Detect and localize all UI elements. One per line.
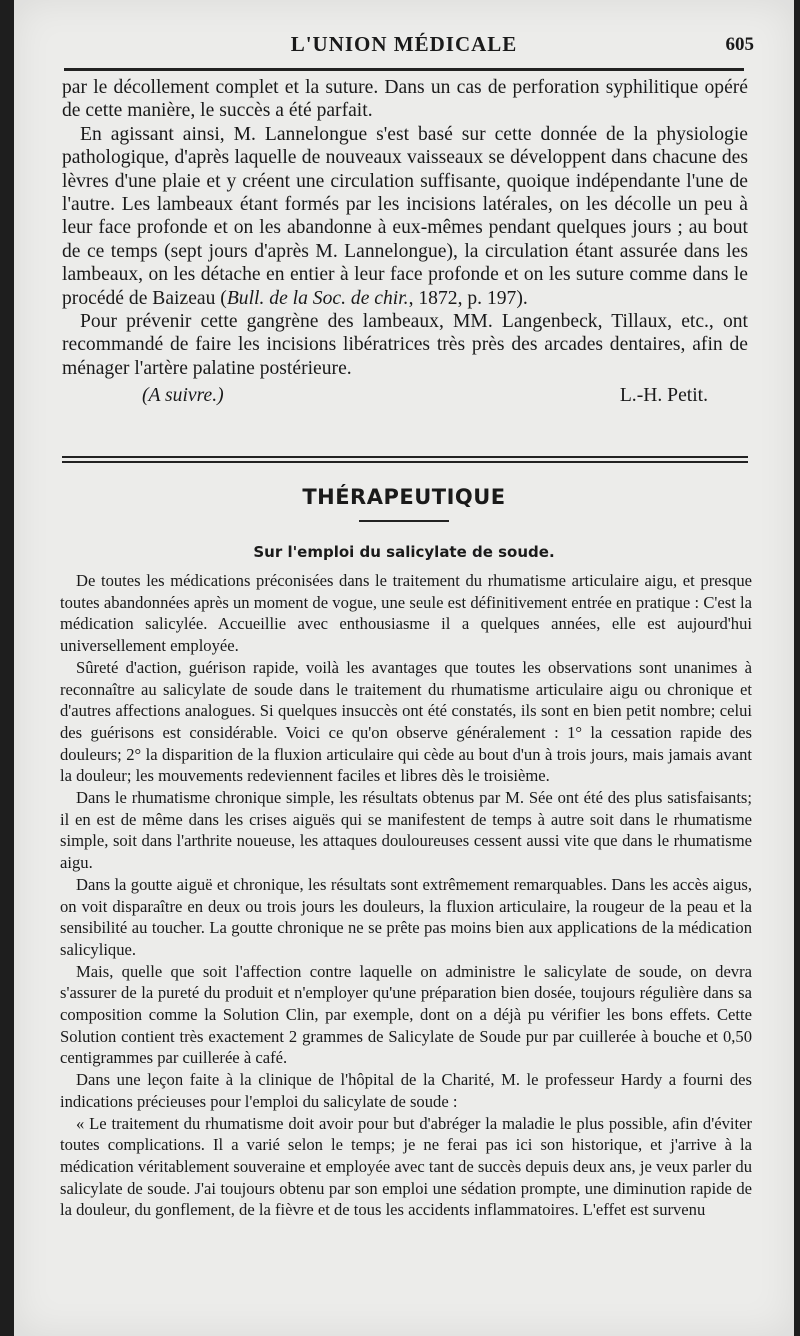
continued-article	[62, 76, 748, 408]
article-title: Sur l'emploi du salicylate de soude.	[253, 543, 555, 561]
paragraph	[62, 123, 748, 310]
running-title: L'UNION MÉDICALE	[290, 32, 518, 56]
page-header	[14, 22, 794, 62]
paragraph: Pour prévenir cette gangrène des lambeaux, MM. Langenbeck, Tillaux, etc., ont recommandé de faire les incisions libératrices très près des arcades dentaires, afin de ménager l'artère palatine postérieure.	[62, 311, 748, 379]
therapeutics-article	[60, 570, 752, 1221]
divider-line	[62, 461, 748, 463]
citation-details: , 1872, p. 197).	[408, 287, 528, 309]
journal-page	[14, 0, 794, 1336]
citation-title: Bull. de la Soc. de chir.	[226, 287, 409, 309]
paragraph: De toutes les médications préconisées dans le traitement du rhumatisme articulaire aigu, et presque toutes abandonnées après un moment de vogue, une seule est définitivement entrée en pratique : C'est la médication salicylée. Accueillie avec enthousiasme il a quelques années, elle est aujourd'hui universellement employée.	[60, 571, 752, 656]
header-rule	[64, 68, 744, 71]
paragraph: Sûreté d'action, guérison rapide, voilà les avantages que toutes les observations sont unanimes à reconnaître au salicylate de soude dans le traitement du rhumatisme articulaire aigu ou chronique et d'autres affections analogues. Si quelques insuccès ont été constatés, ils sont en bien petit nombre; celui des guérisons est considérable. Voici ce qu'on observe généralement : 1° la cessation rapide des douleurs; 2° la disparition de la fluxion articulaire qui cède au bout d'un à trois jours, mais jamais avant la douleur; les mouvements redeviennent faciles et libres dès le troisième.	[60, 657, 752, 786]
to-be-continued: (A suivre.)	[142, 385, 224, 407]
author-signature: L.-H. Petit.	[619, 385, 708, 407]
divider-line	[62, 456, 748, 458]
paragraph: Dans la goutte aiguë et chronique, les résultats sont extrêmement remarquables. Dans les accès aigus, on voit disparaître en deux ou trois jours les douleurs, la fluxion articulaire, la rougeur de la peau et la sensibilité au toucher. La goutte chronique ne se prête pas moins bien aux applications de la médication salicylique.	[60, 874, 752, 959]
paragraph-text: En agissant ainsi, M. Lannelongue s'est basé sur cette donnée de la physiologie pathologique, d'après laquelle de nouveaux vaisseaux se développent dans chacune des lèvres d'une plaie et y créent une circulation suffisante, quoique indépendante l'une de l'autre. Les lambeaux étant formés par les incisions latérales, on les décolle un peu à leur face profonde et on les abandonne à eux-mêmes pendant quelques jours ; au bout de ce temps (sept jours d'après M. Lannelongue), la circulation étant assurée dans les lambeaux, on les détache en entier à leur face profonde et on les suture comme dans le procédé de Baizeau (	[62, 123, 748, 309]
paragraph: Mais, quelle que soit l'affection contre laquelle on administre le salicylate de soude, on devra s'assurer de la pureté du produit et n'employer qu'une préparation bien dosée, toujours régulière dans sa composition comme la Solution Clin, par exemple, dont on a déjà pu vérifier les bons effets. Cette Solution contient très exactement 2 grammes de Salicylate de Soude pur par cuillerée à bouche et 0,50 centigrammes par cuillerée à café.	[60, 961, 752, 1068]
paragraph: Dans une leçon faite à la clinique de l'hôpital de la Charité, M. le professeur Hardy a fourni des indications précieuses pour l'emploi du salicylate de soude :	[60, 1070, 752, 1111]
signoff	[62, 382, 748, 408]
paragraph: Dans le rhumatisme chronique simple, les résultats obtenus par M. Sée ont été des plus satisfaisants; il en est de même dans les crises aiguës qui se manifestent de temps à autre soit dans le rhumatisme simple, soit dans l'arthrite noueuse, les attaques douloureuses cessent aussi vite que dans le rhumatisme aigu.	[60, 788, 752, 873]
section-divider	[62, 456, 748, 466]
section-title: THÉRAPEUTIQUE	[302, 485, 506, 509]
title-rule	[359, 520, 449, 522]
paragraph: « Le traitement du rhumatisme doit avoir pour but d'abréger la maladie le plus possible, afin d'éviter toutes complications. Il a varié selon le temps; je ne ferai pas ici son historique, et j'arrive à la médication véritablement souveraine et employée avec tant de succès depuis deux ans, je veux parler du salicylate de soude. J'ai toujours obtenu par son emploi une sédation prompte, une diminution rapide de la douleur, du gonflement, de la fièvre et de tous les accidents inflammatoires. L'effet est survenu	[60, 1113, 752, 1220]
page-number: 605	[725, 34, 754, 55]
paragraph: par le décollement complet et la suture. Dans un cas de perforation syphilitique opéré de cette manière, le succès a été parfait.	[62, 77, 748, 122]
